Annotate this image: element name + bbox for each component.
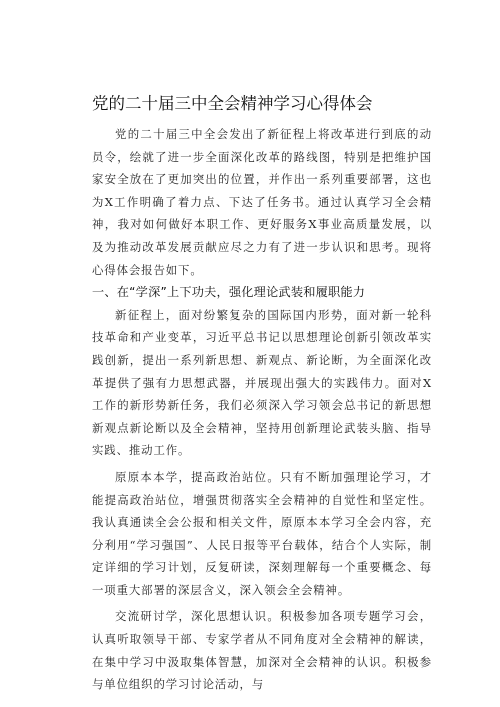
section-1-paragraph-3: 交流研讨学，深化思想认识。积极参加各项专题学习会，认真听取领导干部、专家学者从不同角度对全会精神的解读，在集中学习中汲取集体智慧，加深对全会精神的认识。积极参与单位组织的学习讨论活动，与 [92,609,432,692]
section-1-paragraph-1: 新征程上，面对纷繁复杂的国际国内形势，面对新一轮科技革命和产业变革，习近平总书记以思想理论创新引领改革实践创新，提出一系列新思想、新观点、新论断，为全面深化改革提供了强有力思想武器，并展现出强大的实践伟力。面对X工作的新形势新任务，我们必须深入学习领会总书记的新思想新观点新论断以及全会精神，坚持用创新理论武装头脑、指导实践、推动工作。 [92,307,432,458]
intro-paragraph: 党的二十届三中全会发出了新征程上将改革进行到底的动员令，绘就了进一步全面深化改革的路线图，特别是把维护国家安全放在了更加突出的位置，并作出一系列重要部署，这也为X工作明确了着力点、下达了任务书。通过认真学习全会精神，我对如何做好本职工作、更好服务X事业高质量发展，以及为推动改革发展贡献应尽之力有了进一步认识和思考。现将心得体会报告如下。 [92,127,432,277]
section-1-paragraph-2: 原原本本学，提高政治站位。只有不断加强理论学习，才能提高政治站位，增强贯彻落实全会精神的自觉性和坚定性。我认真通读全会公报和相关文件，原原本本学习全会内容，充分利用“学习强国”、人民日报等平台载体，结合个人实际，制定详细的学习计划，反复研读，深刻理解每一个重要概念、每一项重大部署的深层含义，深入领会全会精神。 [92,469,432,597]
section-1-heading: 一、在“学深”上下功夫，强化理论武装和履职能力 [92,285,366,300]
document-title: 党的二十届三中全会精神学习心得体会 [92,94,373,113]
document-body [92,93,432,696]
